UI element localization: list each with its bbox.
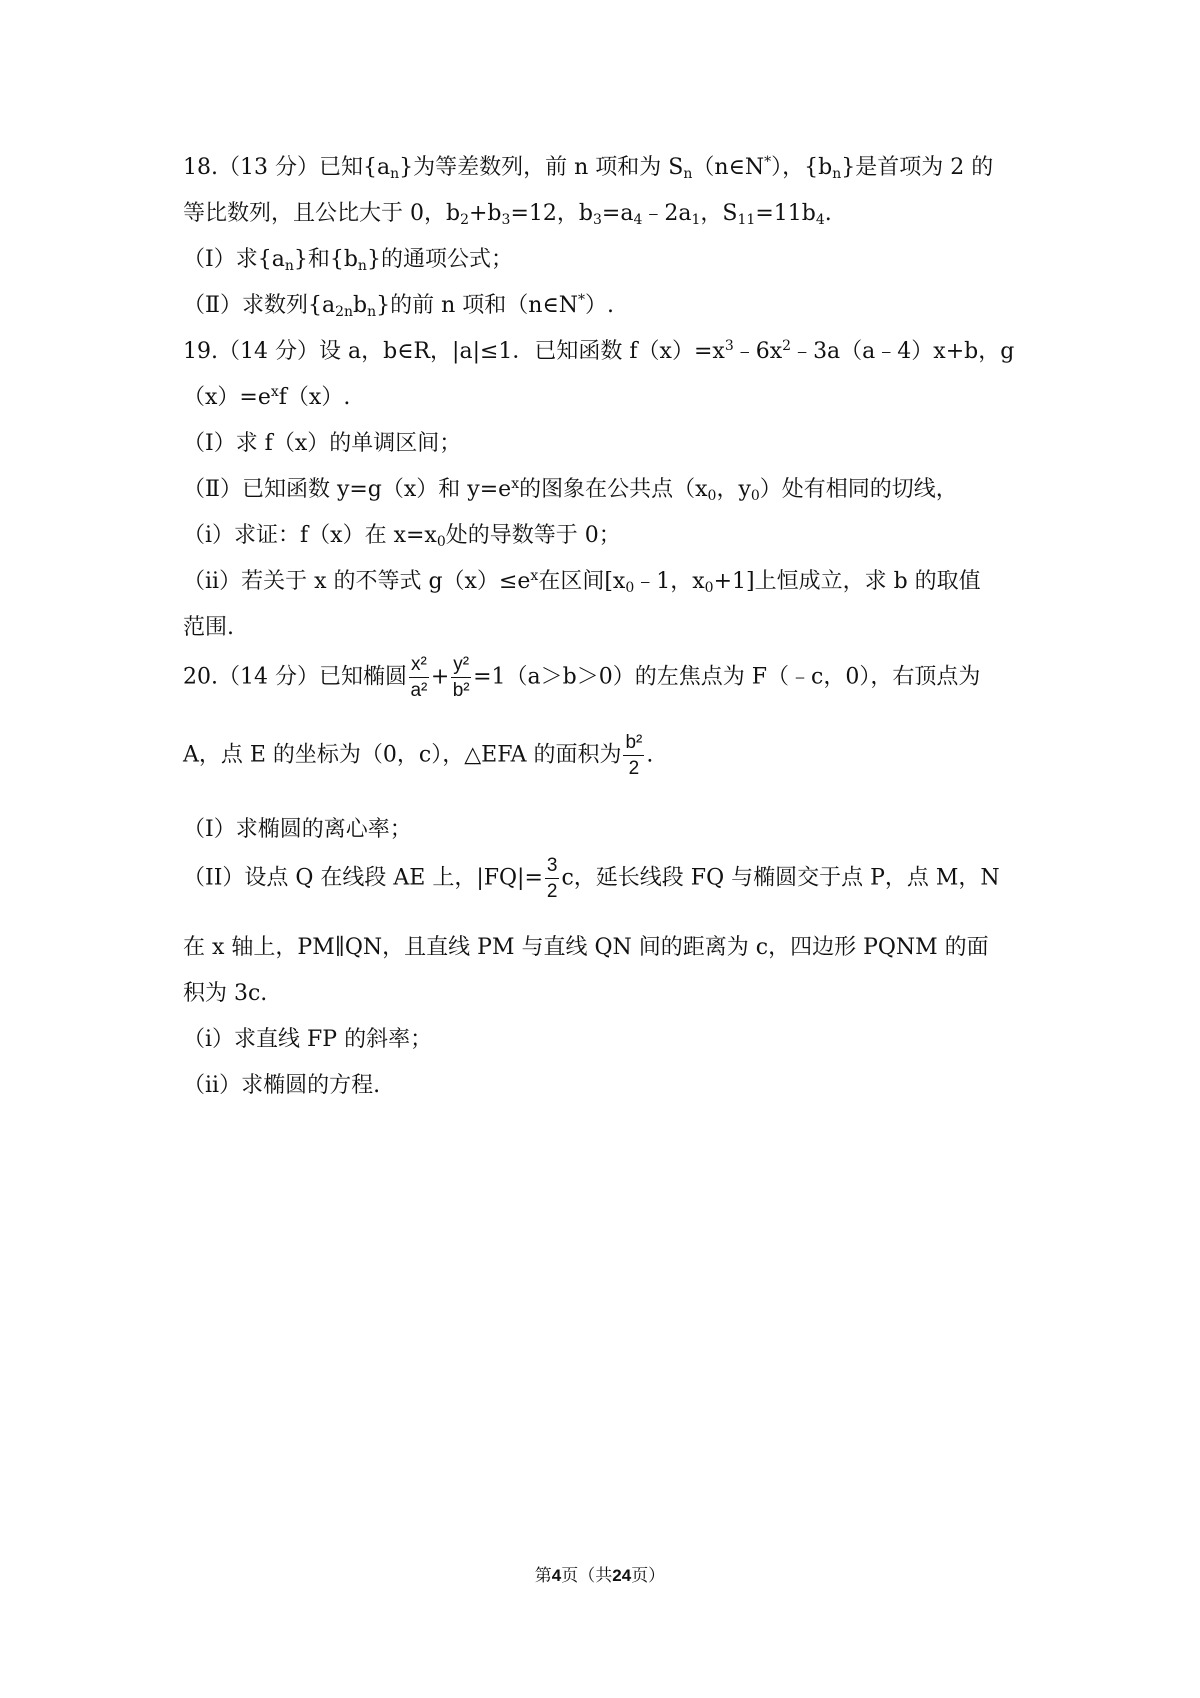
q20-part-2 [183, 856, 1000, 901]
q20-text: 已知椭圆 [319, 664, 408, 690]
q18-line-1 [183, 150, 993, 181]
q18-number: 18. [183, 155, 218, 180]
q19-text: f（x）. [278, 385, 351, 410]
page-footer [0, 1561, 1200, 1586]
q20-text: （i）求直线 FP 的斜率； [183, 1027, 433, 1052]
fraction-numerator: b² [623, 733, 644, 756]
subscript: 0 [707, 488, 717, 504]
fraction-numerator: y² [451, 655, 471, 678]
q18-part-1 [183, 242, 513, 273]
footer-text: 第 [534, 1566, 552, 1586]
q19-text: 的图象在公共点（x [519, 477, 708, 502]
subscript: 2 [460, 212, 469, 228]
q18-text: . [824, 201, 832, 226]
q20-line-2 [183, 733, 653, 778]
q19-text: 在区间[x [538, 569, 626, 594]
q18-text: 已知{a [319, 155, 391, 180]
subscript: n [367, 304, 377, 320]
fraction-3-2 [545, 856, 560, 901]
q18-text: }和{b [293, 247, 358, 272]
q19-text: （Ⅰ）求 f（x）的单调区间； [183, 431, 462, 456]
q20-text: =1（a＞b＞0）的左焦点为 F（﹣c，0），右顶点为 [473, 664, 981, 690]
total-pages: 24 [612, 1566, 632, 1585]
q19-line-1 [183, 334, 1014, 365]
q19-text: 设 a，b∈R，|a|≤1．已知函数 f（x）=x [319, 339, 725, 364]
subscript: 4 [633, 212, 643, 228]
q18-text: ﹣2a [642, 201, 692, 226]
fraction-denominator: 2 [628, 758, 640, 779]
q19-sub-ii [183, 564, 981, 595]
subscript: 0 [625, 580, 635, 596]
subscript: n [390, 166, 400, 182]
q18-score: （13 分） [218, 155, 319, 180]
subscript: 0 [750, 488, 760, 504]
superscript: * [764, 154, 772, 170]
subscript: n [683, 166, 693, 182]
page-number: 4 [551, 1566, 562, 1585]
q20-sub-ii [183, 1068, 380, 1099]
q20-text: + [430, 664, 450, 690]
q19-text: ﹣3a（a﹣4）x+b，g [791, 339, 1015, 364]
superscript: * [578, 292, 585, 308]
fraction-y2-b2 [451, 655, 471, 700]
q19-text: （ii）若关于 x 的不等式 g（x）≤e [183, 569, 531, 594]
q18-part-2 [183, 288, 614, 319]
fraction-numerator: x² [409, 655, 429, 678]
q20-text: （II）设点 Q 在线段 AE 上，|FQ|= [183, 865, 543, 891]
q19-text: 范围. [183, 615, 234, 640]
q20-line-5 [183, 930, 989, 961]
q18-text: （n∈N [692, 155, 765, 180]
fraction-numerator: 3 [545, 856, 560, 879]
superscript: x [270, 384, 279, 400]
q20-text: （I）求椭圆的离心率； [183, 817, 412, 842]
q19-number: 19. [183, 339, 218, 364]
q18-line-2 [183, 196, 832, 227]
q19-text: ﹣1，x [634, 569, 705, 594]
q20-line-6 [183, 976, 267, 1007]
subscript: n [832, 166, 842, 182]
q20-text: 在 x 轴上，PM∥QN，且直线 PM 与直线 QN 间的距离为 c，四边形 PQNM 的面 [183, 935, 989, 960]
q19-text: 处的导数等于 0； [445, 523, 621, 548]
q20-score: （14 分） [218, 664, 319, 690]
q20-line-1 [183, 655, 980, 700]
subscript: 1 [691, 212, 701, 228]
subscript: 4 [815, 212, 825, 228]
q20-text: A，点 E 的坐标为（0，c），△EFA 的面积为 [183, 742, 622, 768]
q18-text: ）. [585, 293, 614, 318]
subscript: 0 [436, 534, 446, 550]
footer-text: 页（共 [561, 1566, 613, 1586]
subscript: n [284, 258, 294, 274]
q19-text: ，y [716, 477, 751, 502]
q20-sub-i [183, 1022, 432, 1053]
q20-text: . [646, 742, 654, 768]
q18-text: （Ⅰ）求{a [183, 247, 285, 272]
subscript: 3 [592, 212, 602, 228]
q18-text: ），{b [771, 155, 833, 180]
subscript: 2n [335, 304, 354, 320]
superscript: x [530, 568, 539, 584]
q19-sub-i [183, 518, 621, 549]
superscript: 3 [724, 338, 734, 354]
fraction-x2-a2 [409, 655, 429, 700]
subscript: n [357, 258, 367, 274]
q20-part-1 [183, 812, 412, 843]
q19-sub-ii-cont [183, 610, 234, 641]
fraction-denominator: a² [410, 680, 428, 701]
q19-text: （Ⅱ）已知函数 y=g（x）和 y=e [183, 477, 512, 502]
q18-text: }的前 n 项和（n∈N [376, 293, 578, 318]
q18-text: =a [601, 201, 634, 226]
q18-text: }是首项为 2 的 [841, 155, 994, 180]
q18-text: +b [469, 201, 502, 226]
q19-text: ﹣6x [733, 339, 783, 364]
q18-text: b [353, 293, 368, 318]
q19-text: ）处有相同的切线， [759, 477, 958, 502]
subscript: 11 [737, 212, 756, 228]
q18-text: =11b [755, 201, 816, 226]
q19-text: （i）求证：f（x）在 x=x [183, 523, 437, 548]
q18-text: （Ⅱ）求数列{a [183, 293, 336, 318]
q19-text: （x）=e [183, 385, 271, 410]
q20-text: （ii）求椭圆的方程. [183, 1073, 381, 1098]
q19-part-2 [183, 472, 958, 503]
q18-text: =12，b [510, 201, 593, 226]
q20-text: c，延长线段 FQ 与椭圆交于点 P，点 M，N [561, 865, 1000, 891]
footer-text: 页） [631, 1566, 666, 1586]
q18-text: 等比数列，且公比大于 0，b [183, 201, 461, 226]
q19-text: +1]上恒成立，求 b 的取值 [713, 569, 981, 594]
q20-number: 20. [183, 664, 218, 690]
q18-text: }的通项公式； [366, 247, 513, 272]
superscript: x [511, 476, 520, 492]
q19-part-1 [183, 426, 461, 457]
q20-text: 积为 3c. [183, 981, 268, 1006]
q18-text: }为等差数列，前 n 项和为 S [399, 155, 684, 180]
q19-score: （14 分） [218, 339, 319, 364]
subscript: 3 [501, 212, 511, 228]
fraction-denominator: 2 [546, 881, 558, 902]
subscript: 0 [704, 580, 714, 596]
q19-line-2 [183, 380, 350, 411]
fraction-b2-2 [623, 733, 644, 778]
fraction-denominator: b² [452, 680, 470, 701]
superscript: 2 [782, 338, 792, 354]
q18-text: ，S [700, 201, 738, 226]
